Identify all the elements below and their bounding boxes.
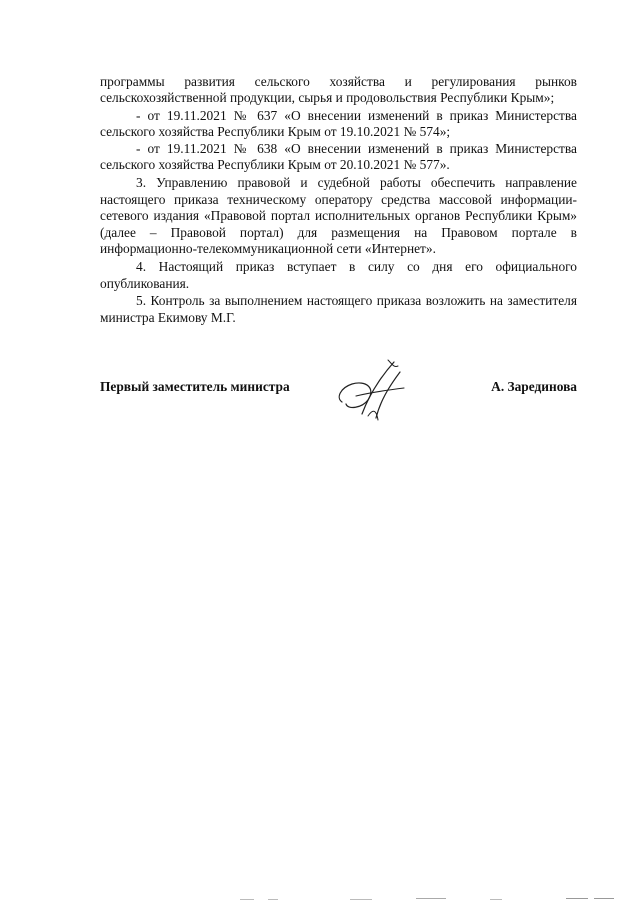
document-body	[100, 74, 577, 326]
paragraph-item-3: 3. Управлению правовой и судебной работы обеспечить направление настоящего приказа техническому оператору средства массовой информации-сетевого издания «Правовой портал исполнительных органов Республики Крым» (далее – Правовой портал) для размещения на Правовом портале в информационно-телекоммуникационной сети «Интернет».	[100, 175, 577, 257]
paragraph-order-637: - от 19.11.2021 № 637 «О внесении изменений в приказ Министерства сельского хозяйства Республики Крым от 19.10.2021 № 574»;	[100, 107, 577, 140]
signatory-name: А. Зарединова	[491, 379, 577, 394]
scan-artifact	[240, 896, 620, 902]
paragraph-item-5: 5. Контроль за выполнением настоящего приказа возложить на заместителя министра Екимову М.Г.	[100, 293, 577, 325]
handwritten-signature	[332, 358, 412, 428]
paragraph-order-638: - от 19.11.2021 № 638 «О внесении изменений в приказ Министерства сельского хозяйства Республики Крым от 20.10.2021 № 577».	[100, 140, 577, 173]
paragraph-item-4: 4. Настоящий приказ вступает в силу со дня его официального опубликования.	[100, 259, 577, 291]
paragraph-continuation: программы развития сельского хозяйства и регулирования рынков сельскохозяйственной продукции, сырья и продовольствия Республики Крым»;	[100, 74, 577, 106]
signatory-title: Первый заместитель министра	[100, 379, 290, 394]
signature-block	[100, 376, 577, 426]
